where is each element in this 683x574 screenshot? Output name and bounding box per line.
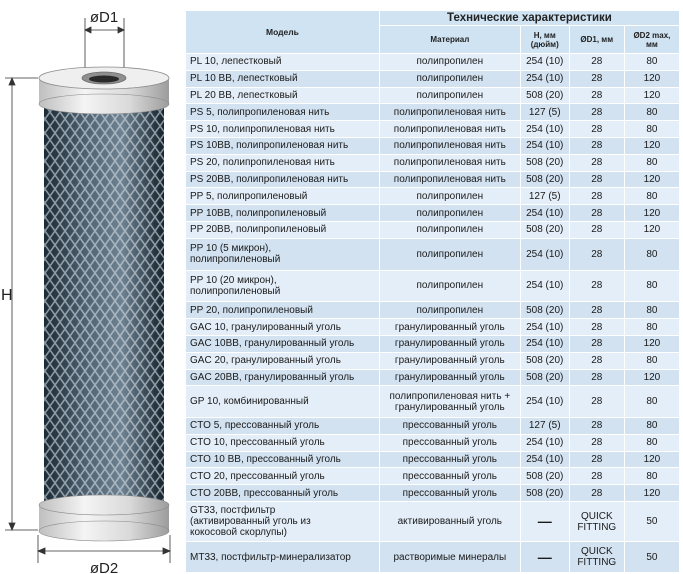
cell-material: полипропилен [379,238,520,270]
cell-d1: 28 [569,434,624,451]
cell-material: полипропиленовая нить [379,154,520,171]
cell-material: гранулированный уголь [379,319,520,336]
cell-d2: 120 [624,171,679,188]
spec-table [185,10,680,573]
bottom-cap [39,495,169,541]
table-row [186,468,680,485]
table-body [186,54,680,573]
cell-h: 127 (5) [520,188,569,205]
cell-d2: 80 [624,386,679,418]
cell-d1: 28 [569,188,624,205]
cell-model: CTO 20, прессованный уголь [186,468,380,485]
cell-material: полипропилен [379,70,520,87]
table-row [186,188,680,205]
cell-d2: 120 [624,221,679,238]
cell-h: 508 (20) [520,485,569,502]
cell-d1: 28 [569,270,624,302]
cell-h: 254 (10) [520,335,569,352]
header-material: Материал [379,26,520,54]
cell-h: 254 (10) [520,319,569,336]
cell-material: прессованный уголь [379,485,520,502]
cell-material: полипропиленовая нить + гранулированный уголь [379,386,520,418]
cell-d1: QUICK FITTING [569,502,624,542]
cell-material: полипропиленовая нить [379,171,520,188]
cell-d1: 28 [569,70,624,87]
cell-d2: 80 [624,319,679,336]
cell-d1: 28 [569,335,624,352]
filter-cartridge-figure [0,0,185,574]
cell-d2: 50 [624,502,679,542]
cell-model: PS 10, полипропиленовая нить [186,121,380,138]
table-row [186,171,680,188]
cell-d1: 28 [569,154,624,171]
cell-d2: 80 [624,418,679,435]
cell-d2: 50 [624,542,679,573]
cell-material: гранулированный уголь [379,369,520,386]
cell-material: полипропилен [379,205,520,222]
cell-model: PS 10BB, полипропиленовая нить [186,137,380,154]
cell-h: 508 (20) [520,352,569,369]
table-row [186,451,680,468]
table-row [186,386,680,418]
cell-material: гранулированный уголь [379,335,520,352]
cell-h: 508 (20) [520,87,569,104]
cell-material: полипропиленовая нить [379,137,520,154]
cell-h: 508 (20) [520,221,569,238]
cell-model: PP 5, полипропиленовый [186,188,380,205]
cell-h: 254 (10) [520,270,569,302]
cell-model: PL 10, лепестковый [186,54,380,71]
cell-d2: 120 [624,87,679,104]
cell-d2: 80 [624,468,679,485]
cell-material: активированный уголь [379,502,520,542]
cell-d1: 28 [569,205,624,222]
cell-d2: 80 [624,302,679,319]
cell-h: — [520,542,569,573]
table-row [186,542,680,573]
cell-h: 254 (10) [520,386,569,418]
cell-model: PP 20BB, полипропиленовый [186,221,380,238]
cell-d1: 28 [569,302,624,319]
cell-d1: 28 [569,485,624,502]
header-model: Модель [186,11,380,54]
cell-material: полипропилен [379,302,520,319]
table-row [186,238,680,270]
table-row [186,434,680,451]
cell-material: гранулированный уголь [379,352,520,369]
cell-material: прессованный уголь [379,451,520,468]
cell-d1: 28 [569,451,624,468]
cell-material: прессованный уголь [379,468,520,485]
cell-d2: 80 [624,238,679,270]
cell-model: GAC 10, гранулированный уголь [186,319,380,336]
cell-h: 254 (10) [520,70,569,87]
cartridge-body [44,100,164,513]
cell-model: GP 10, комбинированный [186,386,380,418]
cell-h: 127 (5) [520,104,569,121]
table-row [186,54,680,71]
cell-d2: 120 [624,335,679,352]
cell-material: полипропилен [379,188,520,205]
cell-model: GAC 10BB, гранулированный уголь [186,335,380,352]
cell-d1: 28 [569,352,624,369]
cell-model: PS 20BB, полипропиленовая нить [186,171,380,188]
table-row [186,221,680,238]
cell-d1: 28 [569,54,624,71]
cell-material: прессованный уголь [379,418,520,435]
cell-model: CTO 20BB, прессованный уголь [186,485,380,502]
cell-d2: 80 [624,104,679,121]
cell-d1: 28 [569,386,624,418]
cell-d2: 120 [624,205,679,222]
header-specs: Технические характеристики [379,11,679,26]
table-row [186,87,680,104]
cell-h: 508 (20) [520,302,569,319]
cell-d1: 28 [569,87,624,104]
cell-material: полипропиленовая нить [379,121,520,138]
table-row [186,104,680,121]
cell-h: 254 (10) [520,434,569,451]
table-row [186,319,680,336]
cell-model: CTO 10 BB, прессованный уголь [186,451,380,468]
cell-d2: 120 [624,485,679,502]
table-row [186,369,680,386]
cell-d1: 28 [569,319,624,336]
cell-material: полипропилен [379,221,520,238]
cell-d2: 120 [624,451,679,468]
cell-model: PL 10 BB, лепестковый [186,70,380,87]
cell-d2: 80 [624,188,679,205]
cell-d2: 80 [624,121,679,138]
cell-model: PP 10 (5 микрон), полипропиленовый [186,238,380,270]
cell-h: 508 (20) [520,468,569,485]
cell-d2: 120 [624,137,679,154]
cell-model: PS 20, полипропиленовая нить [186,154,380,171]
cell-d2: 120 [624,369,679,386]
cell-model: GAC 20BB, гранулированный уголь [186,369,380,386]
cell-material: полипропилен [379,87,520,104]
cell-model: PL 20 BB, лепестковый [186,87,380,104]
label-d1: øD1 [89,9,119,26]
table-row [186,205,680,222]
cell-d1: 28 [569,104,624,121]
label-h: H [1,287,13,304]
table-row [186,335,680,352]
header-d1: ØD1, мм [569,26,624,54]
cell-model: CTO 5, прессованный уголь [186,418,380,435]
cell-d1: 28 [569,238,624,270]
cell-h: 254 (10) [520,205,569,222]
cell-d1: 28 [569,418,624,435]
cell-material: полипропилен [379,270,520,302]
cell-d2: 80 [624,54,679,71]
header-h: H, мм (дюйм) [520,26,569,54]
cell-material: прессованный уголь [379,434,520,451]
cell-material: полипропиленовая нить [379,104,520,121]
cell-h: 508 (20) [520,369,569,386]
table-row [186,154,680,171]
cell-h: 508 (20) [520,154,569,171]
table-row [186,302,680,319]
cell-d1: 28 [569,137,624,154]
cell-d2: 80 [624,434,679,451]
cell-model: MT33, постфильтр-минерализатор [186,542,380,573]
cell-d2: 80 [624,352,679,369]
cell-d1: QUICK FITTING [569,542,624,573]
table-row [186,418,680,435]
cell-d1: 28 [569,468,624,485]
cell-d2: 80 [624,270,679,302]
table-row [186,270,680,302]
cell-h: 508 (20) [520,171,569,188]
cell-h: 254 (10) [520,54,569,71]
table-row [186,70,680,87]
label-d2: øD2 [89,560,119,574]
table-row [186,121,680,138]
header-d2: ØD2 max, мм [624,26,679,54]
cell-h: — [520,502,569,542]
cell-model: CTO 10, прессованный уголь [186,434,380,451]
cell-d1: 28 [569,369,624,386]
table-row [186,485,680,502]
cell-model: PS 5, полипропиленовая нить [186,104,380,121]
cell-d1: 28 [569,121,624,138]
cell-h: 254 (10) [520,137,569,154]
cell-h: 254 (10) [520,451,569,468]
cell-material: полипропилен [379,54,520,71]
cell-material: растворимые минералы [379,542,520,573]
table-header [186,11,680,54]
cell-model: PP 10BB, полипропиленовый [186,205,380,222]
cell-model: GAC 20, гранулированный уголь [186,352,380,369]
cell-h: 254 (10) [520,121,569,138]
table-row [186,352,680,369]
cell-h: 254 (10) [520,238,569,270]
cell-d2: 120 [624,70,679,87]
cell-model: PP 10 (20 микрон), полипропиленовый [186,270,380,302]
cell-d2: 80 [624,154,679,171]
cell-model: PP 20, полипропиленовый [186,302,380,319]
cell-d1: 28 [569,171,624,188]
cell-h: 127 (5) [520,418,569,435]
cell-model: GT33, постфильтр (активированный уголь из кокосовой скорлупы) [186,502,380,542]
cell-d1: 28 [569,221,624,238]
table-row [186,137,680,154]
top-cap [39,67,169,114]
table-row [186,502,680,542]
